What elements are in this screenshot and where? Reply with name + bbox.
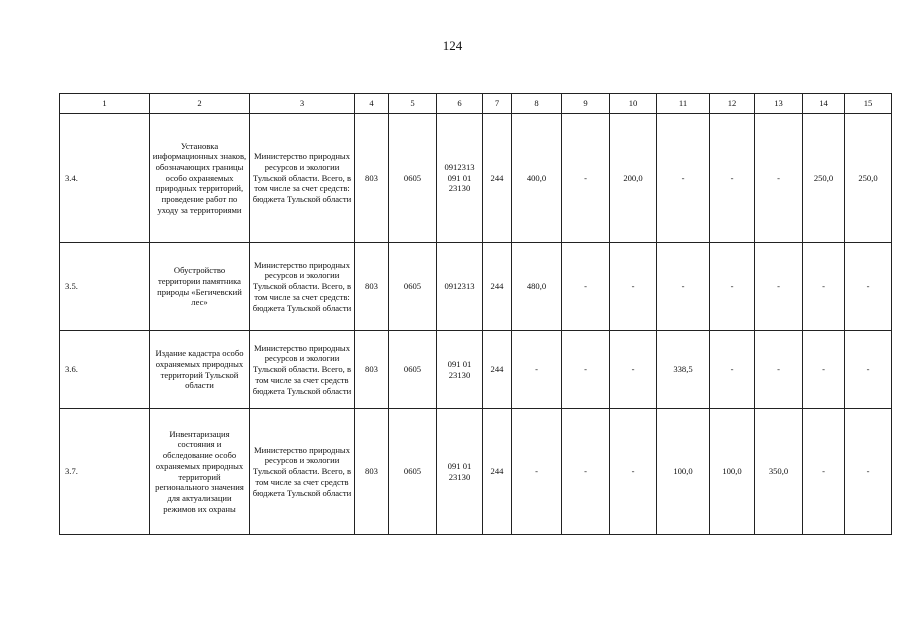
executor: Министерство природных ресурсов и экологии Тульской области. Всего, в том числе за счет средств: бюджета Тульской области (250, 243, 355, 331)
cell-c4: 803 (355, 409, 389, 535)
cell-c8: - (512, 409, 562, 535)
budget-table (59, 93, 892, 535)
header-cell: 5 (389, 94, 437, 114)
cell-c12: 100,0 (710, 409, 755, 535)
cell-c14: - (803, 243, 845, 331)
executor: Министерство природных ресурсов и экологии Тульской области. Всего, в том числе за счет средств бюджета Тульской области (250, 331, 355, 409)
row-number: 3.7. (60, 409, 150, 535)
activity-name: Инвентаризация состояния и обследование особо охраняемых природных территорий регионального значения для актуализации режимов их охраны (150, 409, 250, 535)
cell-c15: - (845, 243, 892, 331)
cell-c8: 480,0 (512, 243, 562, 331)
cell-c10: - (610, 331, 657, 409)
activity-name: Обустройство территории памятника природы «Бегичевский лес» (150, 243, 250, 331)
header-cell: 6 (437, 94, 483, 114)
header-cell: 11 (657, 94, 710, 114)
executor: Министерство природных ресурсов и экологии Тульской области. Всего, в том числе за счет средств бюджета Тульской области (250, 409, 355, 535)
cell-c6: 091 01 23130 (437, 409, 483, 535)
cell-c13: - (755, 243, 803, 331)
row-number: 3.6. (60, 331, 150, 409)
header-row (60, 94, 892, 114)
cell-c5: 0605 (389, 409, 437, 535)
cell-c6: 091 01 23130 (437, 331, 483, 409)
cell-c5: 0605 (389, 331, 437, 409)
cell-c13: - (755, 331, 803, 409)
header-cell: 9 (562, 94, 610, 114)
cell-c12: - (710, 114, 755, 243)
cell-c7: 244 (483, 331, 512, 409)
cell-c4: 803 (355, 114, 389, 243)
header-cell: 14 (803, 94, 845, 114)
cell-c11: 100,0 (657, 409, 710, 535)
table-row-3-5 (60, 243, 892, 331)
cell-c12: - (710, 331, 755, 409)
cell-c11: 338,5 (657, 331, 710, 409)
cell-c9: - (562, 331, 610, 409)
cell-c4: 803 (355, 331, 389, 409)
header-cell: 12 (710, 94, 755, 114)
cell-c14: 250,0 (803, 114, 845, 243)
cell-c10: 200,0 (610, 114, 657, 243)
cell-c11: - (657, 114, 710, 243)
cell-c8: 400,0 (512, 114, 562, 243)
header-cell: 10 (610, 94, 657, 114)
header-cell: 4 (355, 94, 389, 114)
header-cell: 2 (150, 94, 250, 114)
cell-c13: 350,0 (755, 409, 803, 535)
cell-c7: 244 (483, 409, 512, 535)
header-cell: 1 (60, 94, 150, 114)
cell-c11: - (657, 243, 710, 331)
cell-c7: 244 (483, 243, 512, 331)
cell-c6: 0912313 091 01 23130 (437, 114, 483, 243)
table-row-3-7 (60, 409, 892, 535)
row-number: 3.5. (60, 243, 150, 331)
cell-c9: - (562, 114, 610, 243)
cell-c9: - (562, 409, 610, 535)
cell-c5: 0605 (389, 114, 437, 243)
activity-name: Установка информационных знаков, обозначающих границы особо охраняемых природных территорий, проведение работ по уходу за территориями (150, 114, 250, 243)
cell-c7: 244 (483, 114, 512, 243)
header-cell: 13 (755, 94, 803, 114)
page-number: 124 (442, 38, 463, 53)
header-cell: 3 (250, 94, 355, 114)
cell-c12: - (710, 243, 755, 331)
cell-c10: - (610, 409, 657, 535)
table-row-3-4 (60, 114, 892, 243)
cell-c10: - (610, 243, 657, 331)
table-row-3-6 (60, 331, 892, 409)
cell-c5: 0605 (389, 243, 437, 331)
activity-name: Издание кадастра особо охраняемых природных территорий Тульской области (150, 331, 250, 409)
cell-c8: - (512, 331, 562, 409)
cell-c13: - (755, 114, 803, 243)
cell-c15: 250,0 (845, 114, 892, 243)
cell-c6: 0912313 (437, 243, 483, 331)
cell-c4: 803 (355, 243, 389, 331)
cell-c15: - (845, 331, 892, 409)
row-number: 3.4. (60, 114, 150, 243)
cell-c9: - (562, 243, 610, 331)
header-cell: 15 (845, 94, 892, 114)
cell-c14: - (803, 409, 845, 535)
executor: Министерство природных ресурсов и экологии Тульской области. Всего, в том числе за счет средств: бюджета Тульской области (250, 114, 355, 243)
cell-c15: - (845, 409, 892, 535)
header-cell: 8 (512, 94, 562, 114)
header-cell: 7 (483, 94, 512, 114)
cell-c14: - (803, 331, 845, 409)
